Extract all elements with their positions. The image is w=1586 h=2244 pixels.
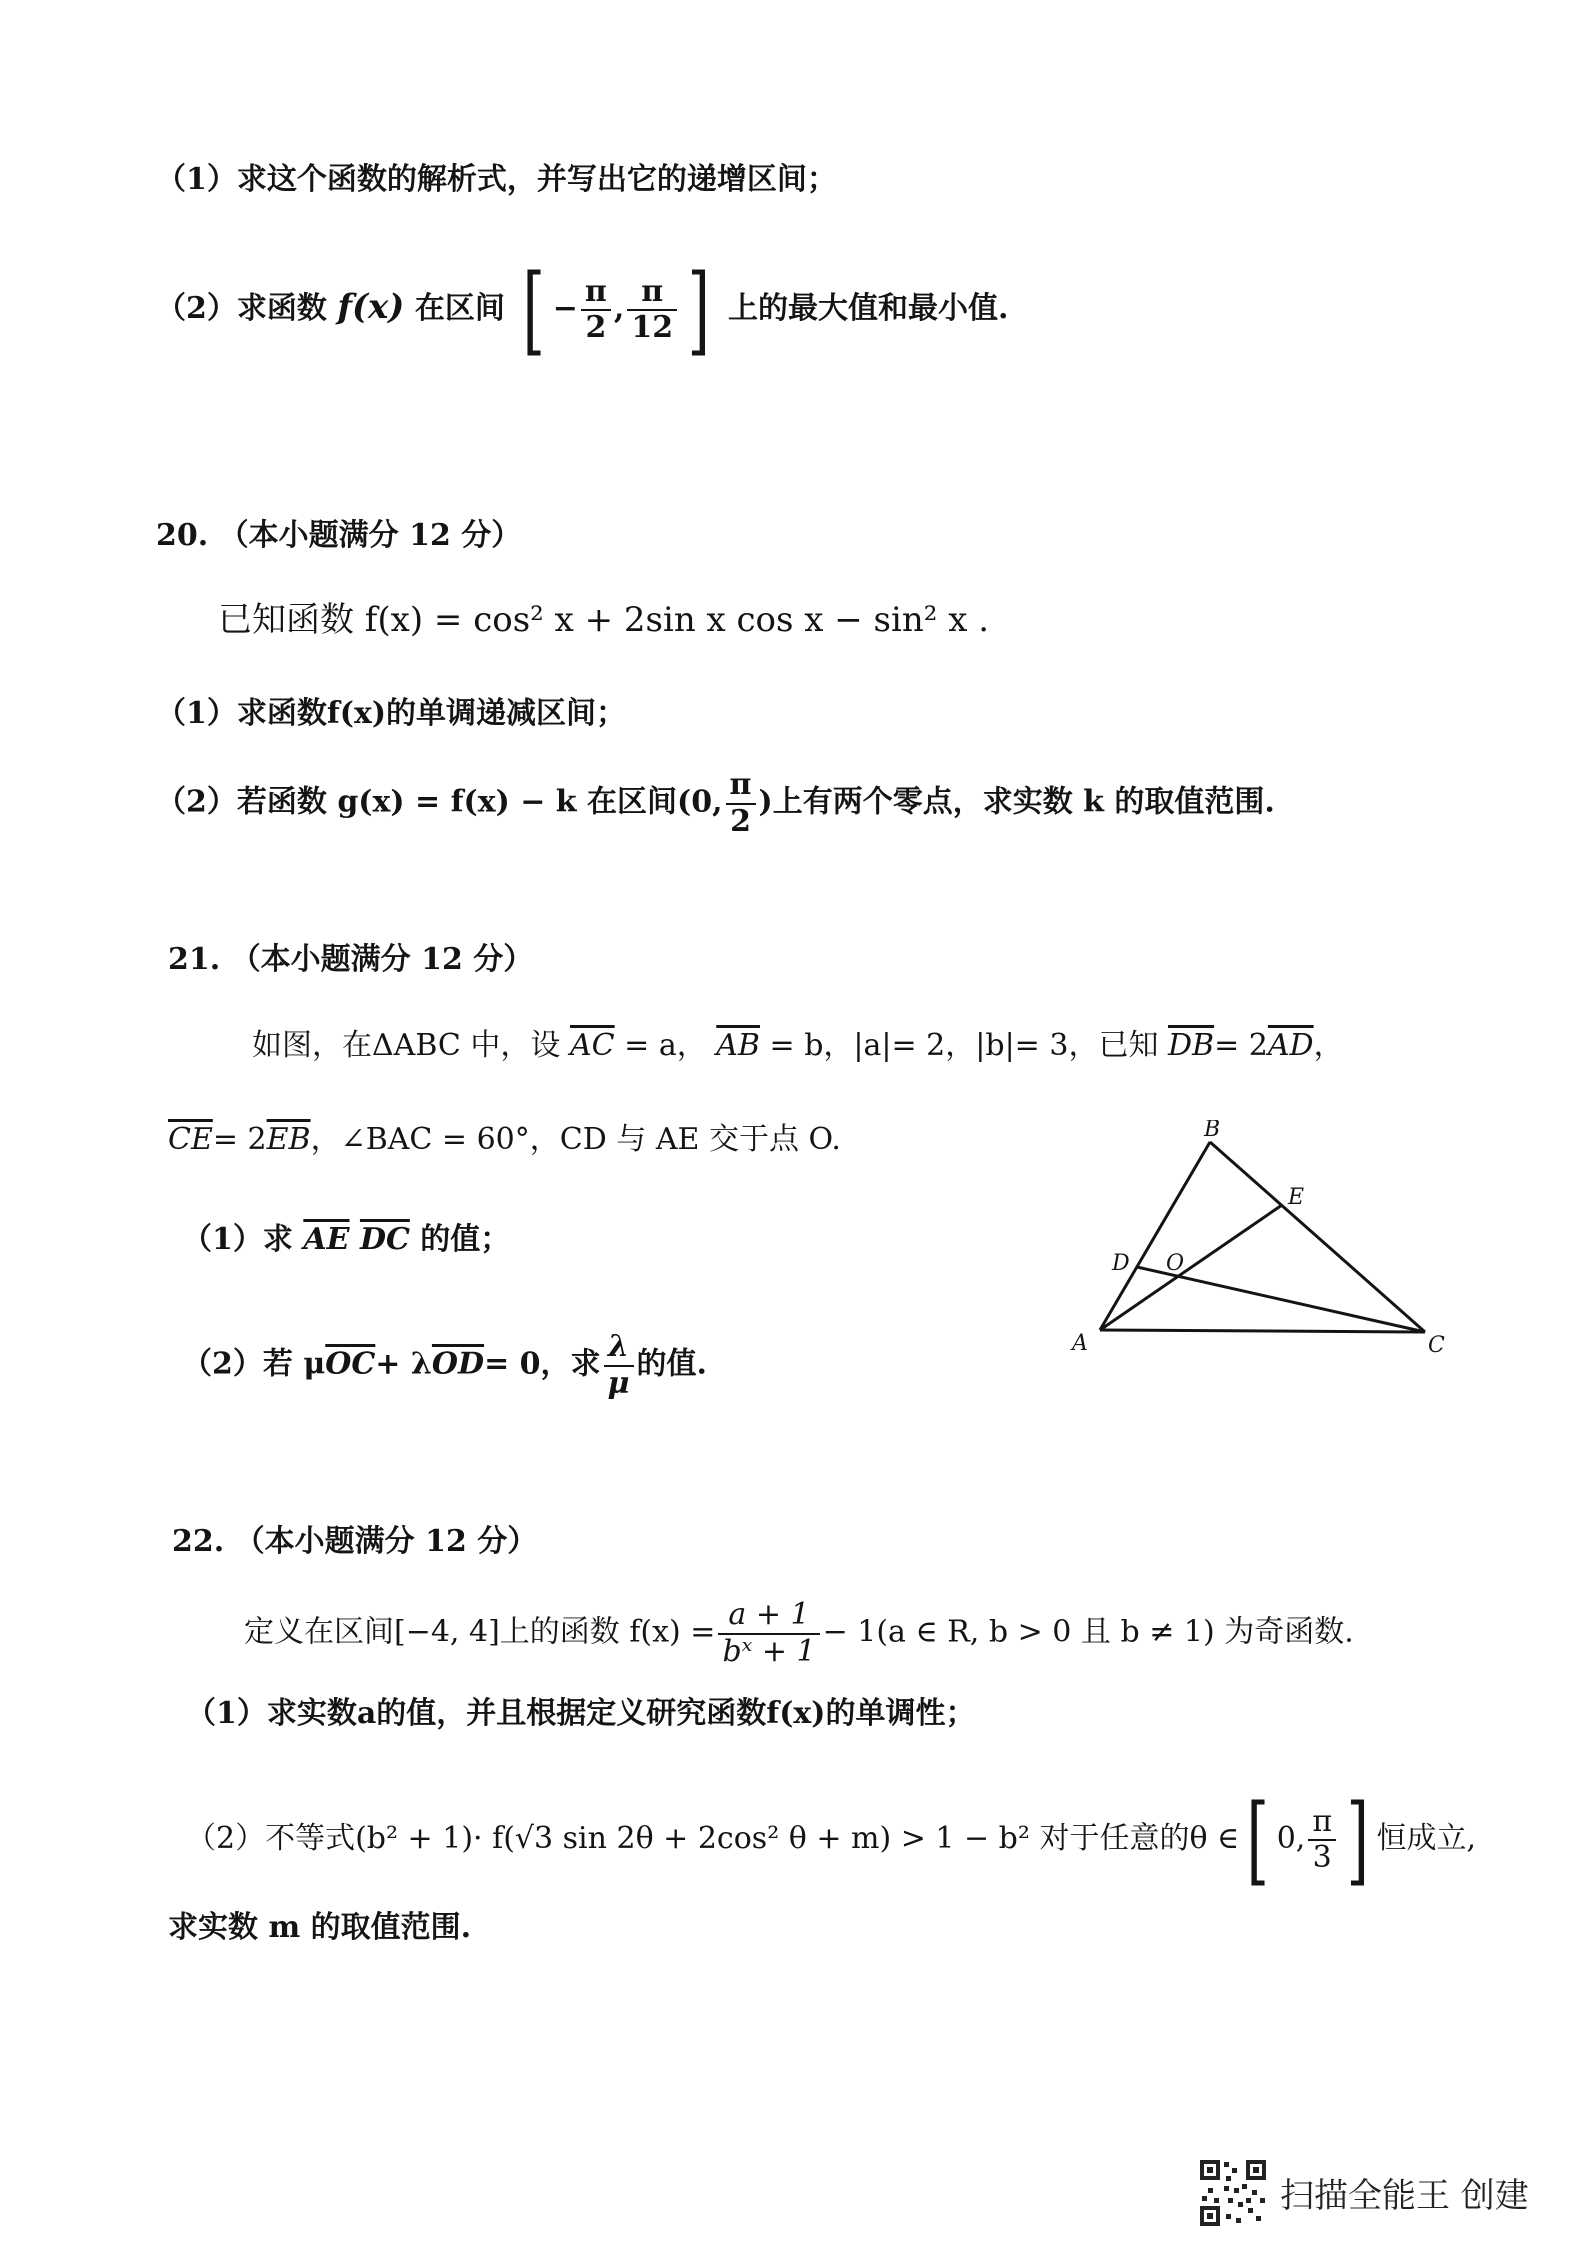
q22-frac [718,1598,819,1669]
q22-frac-pi3 [1308,1805,1336,1876]
triangle-figure [1060,1120,1460,1370]
q20-frac-num: π [729,767,752,802]
side-ab [1100,1142,1210,1330]
q21-line1-a: 如图，在ΔABC 中，设 [252,1028,561,1063]
q22-frac-num: a + 1 [728,1597,810,1632]
q21-vec-ac: $\overline{AC}$ [569,1028,615,1063]
q21-part2-eq: = 0，求 [484,1346,601,1382]
q21-vec-ae: $\overline{AE}$ [303,1222,350,1257]
q19-frac-2-num: π [641,273,664,309]
q21-vec-ab: $\overline{AB}$ [716,1028,760,1063]
q21-vec-od: $\overline{OD}$ [431,1346,485,1382]
side-bc [1210,1142,1425,1332]
q21-vec-ad: $\overline{AD}$ [1267,1028,1314,1063]
q20-given: 已知函数 f(x) = cos² x + 2sin x cos x − sin² x . [218,600,990,640]
q22-zero: 0, [1276,1821,1306,1856]
q21-line1-b: = a， [624,1028,707,1063]
q20-part2 [156,768,1275,839]
q22-part2-cont: 求实数 m 的取值范围. [168,1910,472,1945]
side-ac [1100,1330,1425,1332]
q22-frac-pi3-num: π [1312,1803,1333,1839]
q22-part2-tail: 恒成立, [1376,1821,1477,1856]
q22-header: 22. （本小题满分 12 分） [172,1524,538,1559]
q21-vec-dc: $\overline{DC}$ [359,1222,410,1257]
q20-part2-tail: )上有两个零点，求实数 k 的取值范围. [758,784,1275,820]
q22-frac-den: bˣ + 1 [718,1633,819,1670]
q21-line2 [168,1122,841,1158]
q20-part1: （1）求函数f(x)的单调递减区间； [156,696,627,731]
label-d: D [1112,1251,1130,1276]
q20-frac [726,768,756,839]
q22-part1: （1）求实数a的值，并且根据定义研究函数f(x)的单调性； [186,1696,976,1731]
q21-frac [604,1330,634,1401]
q22-left-bracket: [ [1246,1784,1270,1896]
q22-part2 [186,1784,1477,1896]
label-o: O [1166,1251,1185,1276]
q19-part2-interval-label: 在区间 [414,291,505,326]
q21-part2-lead: （2）若 μ [182,1346,326,1382]
q21-frac-num: λ [608,1329,630,1364]
q21-part2-mid: + λ [375,1346,432,1382]
q19-part2 [156,254,1009,366]
q19-part2-lead: （2）求函数 [156,291,327,326]
scanner-watermark-text: 扫描全能王 创建 [1280,2176,1529,2216]
q21-frac-den: μ [604,1365,634,1402]
q20-frac-den: 2 [726,803,756,840]
q22-frac-pi3-den: 3 [1308,1839,1336,1876]
q21-line2-a: = 2 [212,1122,267,1157]
q21-part1 [182,1222,510,1258]
qr-code-icon [1198,2158,1268,2228]
q21-line2-b: ，∠BAC = 60°，CD 与 AE 交于点 O. [310,1122,841,1157]
q19-frac-1 [581,275,611,346]
q22-right-bracket: ] [1346,1784,1370,1896]
q19-frac-1-den: 2 [581,309,611,346]
q21-line1 [252,1028,1344,1064]
q19-right-bracket: ] [687,254,711,366]
label-a: A [1072,1331,1088,1356]
q20-part2-lead: （2）若函数 g(x) = f(x) − k 在区间(0, [156,784,723,820]
q21-header: 21. （本小题满分 12 分） [168,942,534,977]
q21-part2-tail: 的值. [636,1346,707,1382]
q19-frac-2-den: 12 [627,309,677,346]
q22-def-tail: − 1(a ∈ R, b > 0 且 b ≠ 1) 为奇函数. [822,1614,1354,1650]
q19-frac-1-num: π [584,273,607,309]
q19-part2-fx: f(x) [337,287,405,327]
q19-left-bracket: [ [522,254,546,366]
q21-vec-db: $\overline{DB}$ [1168,1028,1215,1063]
q19-comma: , [613,291,625,326]
label-c: C [1428,1333,1445,1358]
q21-part2 [182,1330,707,1401]
q22-def-lead: 定义在区间[−4, 4]上的函数 f(x) = [244,1614,716,1650]
q21-vec-oc: $\overline{OC}$ [325,1346,376,1382]
q21-line1-e: ， [1313,1028,1344,1063]
q19-frac-2 [627,275,677,346]
q19-part1: （1）求这个函数的解析式，并写出它的递增区间； [156,162,837,197]
segment-cd [1137,1267,1425,1332]
q20-header: 20. （本小题满分 12 分） [156,518,522,553]
q19-part2-tail: 上的最大值和最小值. [727,291,1009,326]
q21-line1-d: = 2 [1214,1028,1268,1063]
q19-minus: − [552,291,578,326]
q21-vec-eb: $\overline{EB}$ [266,1122,311,1157]
q21-part1-lead: （1）求 [182,1222,293,1257]
q21-part1-tail: 的值； [420,1222,511,1257]
q22-definition [244,1598,1354,1669]
q21-line1-c: = b，|a|= 2，|b|= 3，已知 [769,1028,1159,1063]
label-e: E [1288,1185,1305,1210]
q21-vec-ce: $\overline{CE}$ [168,1122,213,1157]
q22-part2-lead: （2）不等式(b² + 1)· f(√3 sin 2θ + 2cos² θ + m) > 1 − b² 对于任意的θ ∈ [186,1821,1240,1856]
label-b: B [1204,1120,1221,1142]
